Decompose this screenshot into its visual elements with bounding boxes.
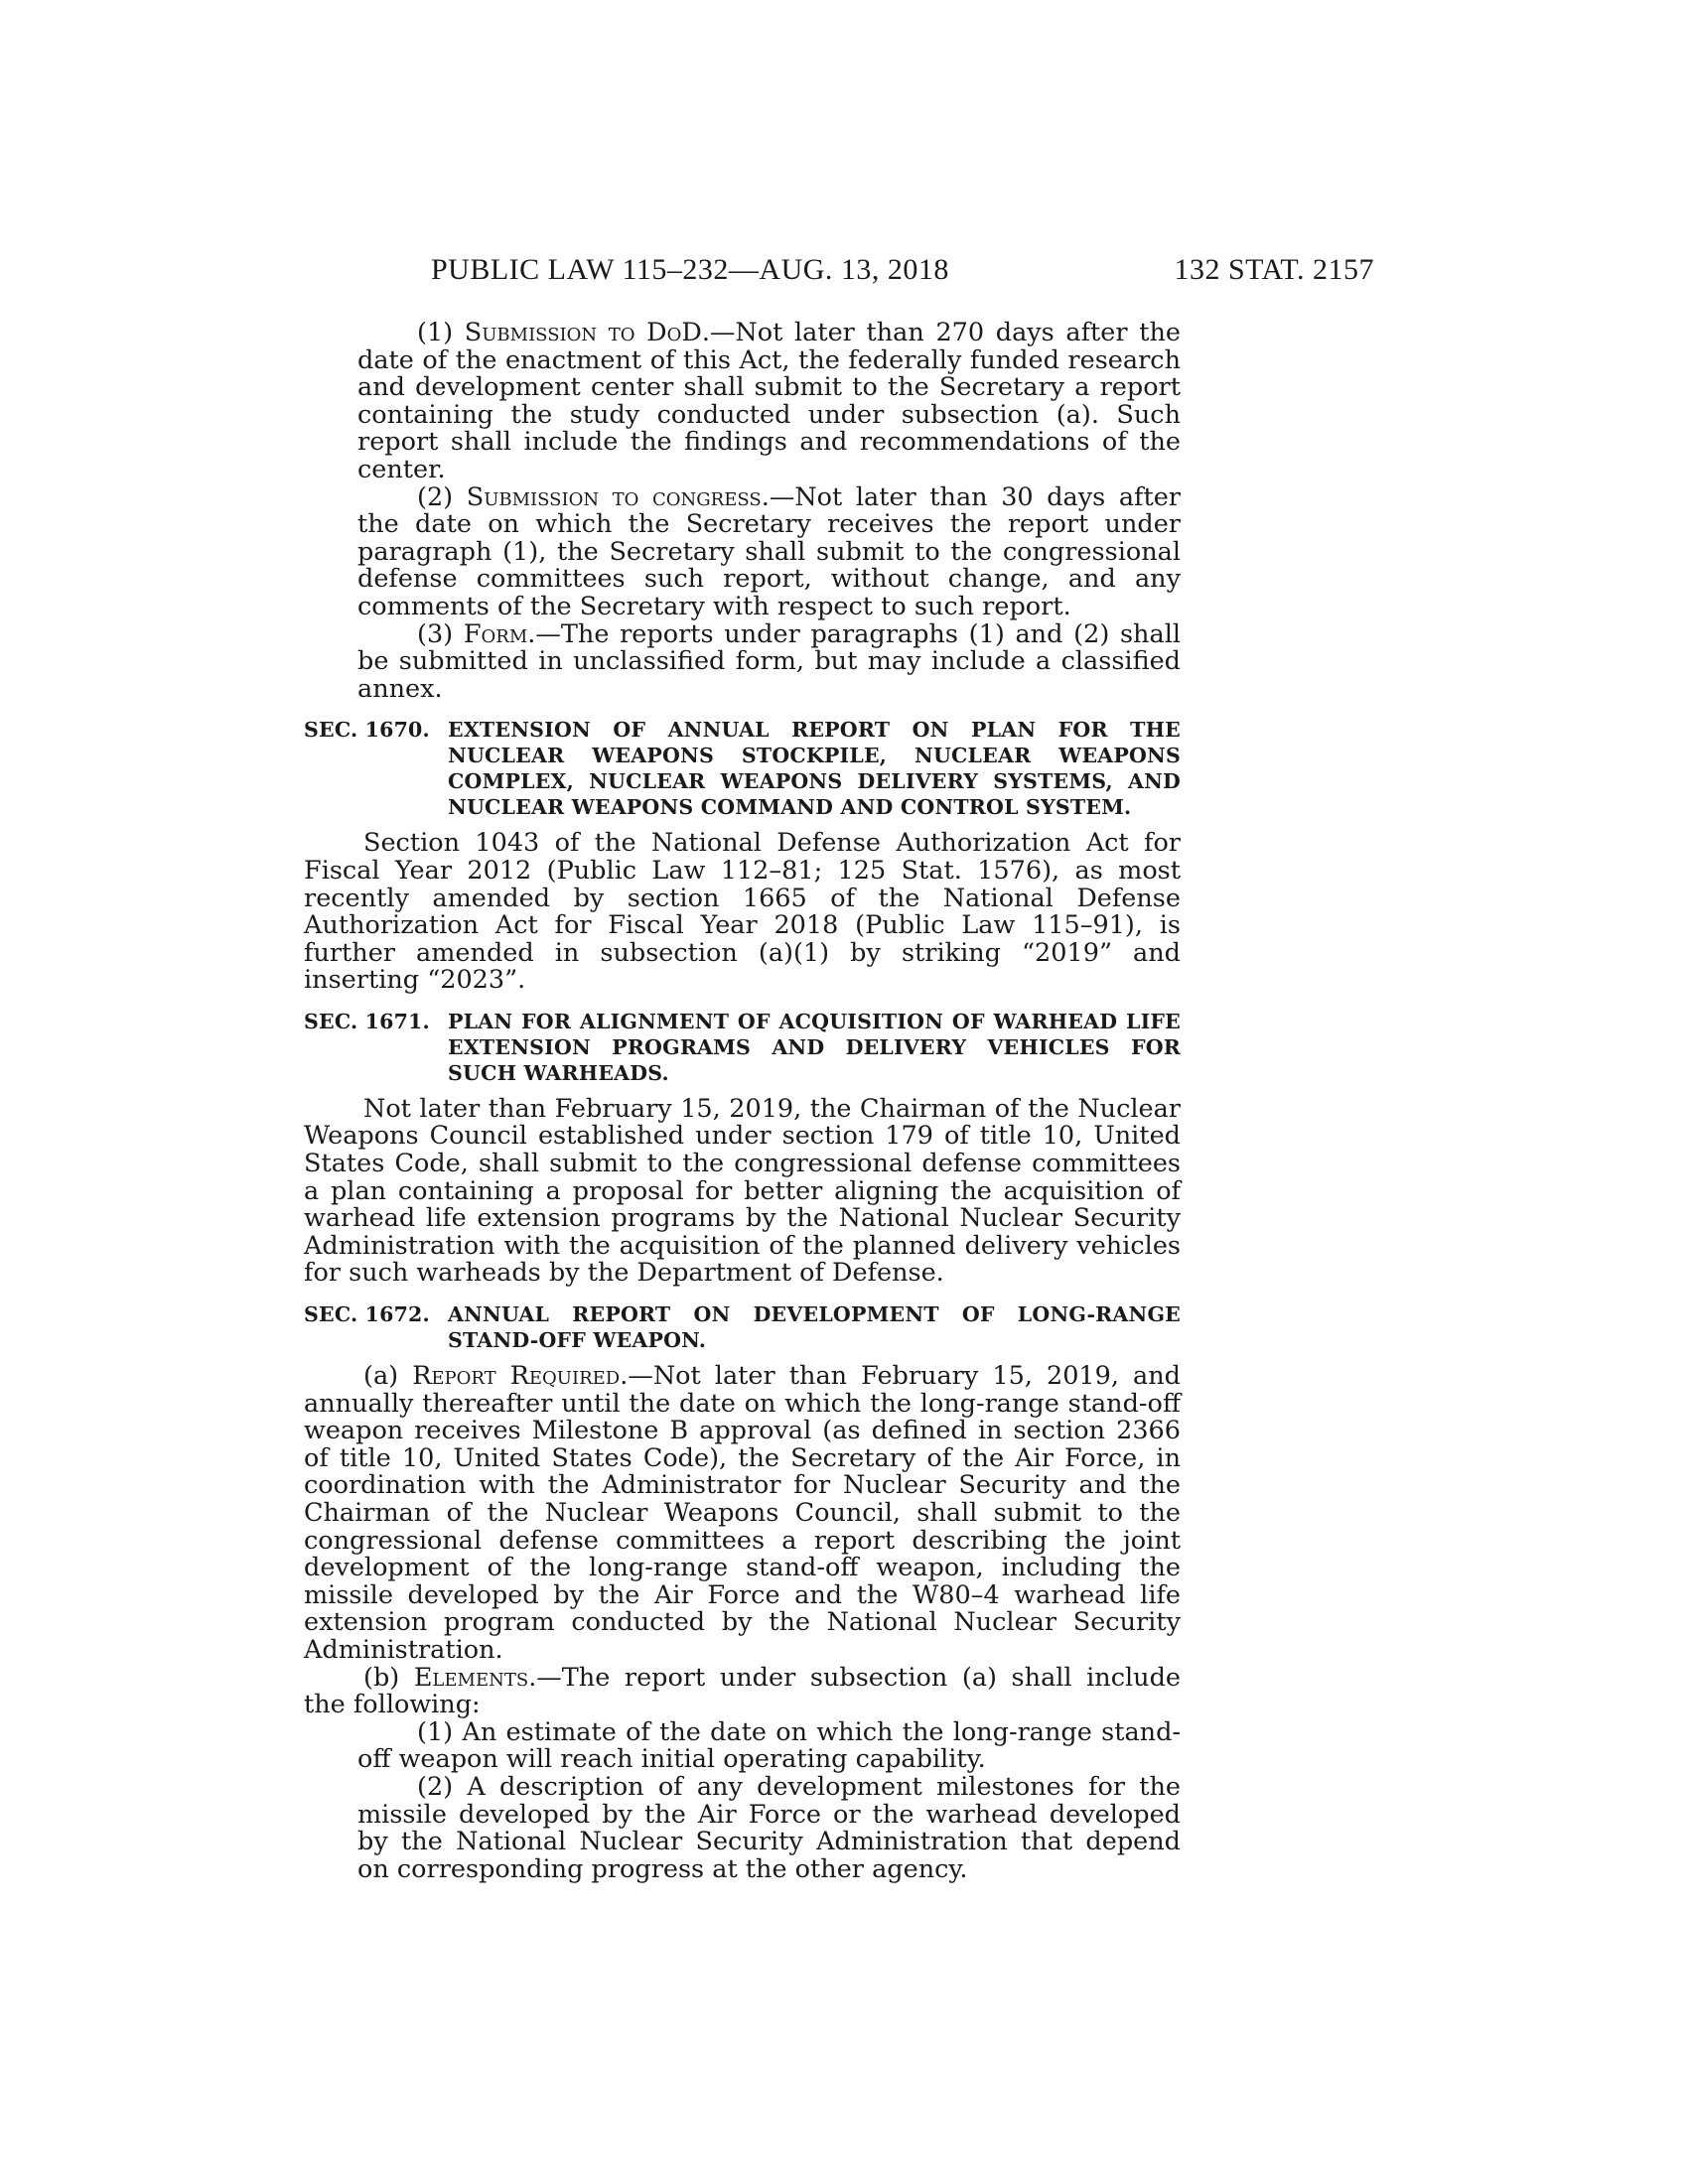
subsection-report-required: (a) Report Required.—Not later than February 15, 2019, and annually thereafter until the date on which the long-range stand-off weapon receives Milestone B approval (as defined in section 2366 of title 10, United States Code), the Secretary of the Air Force, in coordination with the Administrator for Nuclear Security and the Chairman of the Nuclear Weapons Council, shall submit to the congressional defense committees a report describing the joint development of the long-range stand-off weapon, including the missile developed by the Air Force and the W80–4 warhead life extension program conducted by the National Nuclear Security Administration.	[304, 1361, 1181, 1665]
paragraph-submission-to-dod: (1) Submission to DoD.—Not later than 270 days after the date of the enactment of this Act, the federally funded research and development center shall submit to the Secretary a report containing the study conducted under subsection (a). Such report shall include the findings and recommendations of the center.	[357, 318, 1181, 484]
section-heading-1670	[304, 717, 1181, 820]
section-number: SEC. 1671.	[304, 1009, 430, 1033]
paragraph-submission-to-congress: (2) Submission to congress.—Not later than 30 days after the date on which the Secretary receives the report under paragraph (1), the Secretary shall submit to the congressional defense committees such report, without change, and any comments of the Secretary with respect to such report.	[357, 481, 1182, 621]
page-header	[431, 250, 1374, 290]
subsection-heading: Elements	[413, 1662, 529, 1693]
running-head-title: PUBLIC LAW 115–232—AUG. 13, 2018	[431, 253, 949, 286]
section-title: EXTENSION OF ANNUAL REPORT ON PLAN FOR THE NUCLEAR WEAPONS STOCKPILE, NUCLEAR WEAPONS COMPLEX, NUCLEAR WEAPONS DELIVERY SYSTEMS, AND NUCLEAR WEAPONS COMMAND AND CONTROL SYSTEM.	[448, 718, 1181, 820]
section-heading-1671	[304, 1009, 1181, 1086]
paragraph-heading: Submission to DoD	[464, 318, 702, 347]
subsection-heading: Report Required	[412, 1361, 621, 1392]
element-1: (1) An estimate of the date on which the long-range stand-off weapon will reach initial operating capability.	[357, 1716, 1182, 1775]
section-title: ANNUAL REPORT ON DEVELOPMENT OF LONG-RANGE STAND-OFF WEAPON.	[448, 1302, 1181, 1353]
paragraph-form: (3) Form.—The reports under paragraphs (1) and (2) shall be submitted in unclassified form, but may include a classified annex.	[357, 618, 1181, 704]
section-body-1670: Section 1043 of the National Defense Authorization Act for Fiscal Year 2012 (Public Law 112–81; 125 Stat. 1576), as most recently amended by section 1665 of the National Defense Authorization Act for Fiscal Year 2018 (Public Law 115–91), is further amended in subsection (a)(1) by striking “2019” and inserting “2023”.	[304, 828, 1181, 996]
statute-text	[304, 320, 1181, 1883]
statute-page-number: 132 STAT. 2157	[1174, 253, 1374, 286]
paragraph-heading: Form	[463, 618, 528, 649]
element-2: (2) A description of any development milestones for the missile developed by the Air Force or the warhead developed by the National Nuclear Security Administration that depend on corresponding progress at the other agency.	[357, 1771, 1181, 1884]
section-title: PLAN FOR ALIGNMENT OF ACQUISITION OF WARHEAD LIFE EXTENSION PROGRAMS AND DELIVERY VEHICLES FOR SUCH WARHEADS.	[448, 1009, 1181, 1085]
subsection-elements: (b) Elements.—The report under subsection (a) shall include the following:	[304, 1662, 1181, 1720]
section-number: SEC. 1670.	[304, 718, 430, 743]
section-body-1671: Not later than February 15, 2019, the Chairman of the Nuclear Weapons Council established under section 179 of title 10, United States Code, shall submit to the congressional defense committees a plan containing a proposal for better aligning the acquisition of warhead life extension programs by the National Nuclear Security Administration with the acquisition of the planned delivery vehicles for such warheads by the Department of Defense.	[304, 1093, 1181, 1289]
section-heading-1672	[304, 1301, 1181, 1353]
section-number: SEC. 1672.	[304, 1302, 430, 1327]
paragraph-heading: Submission to congress	[466, 481, 762, 512]
